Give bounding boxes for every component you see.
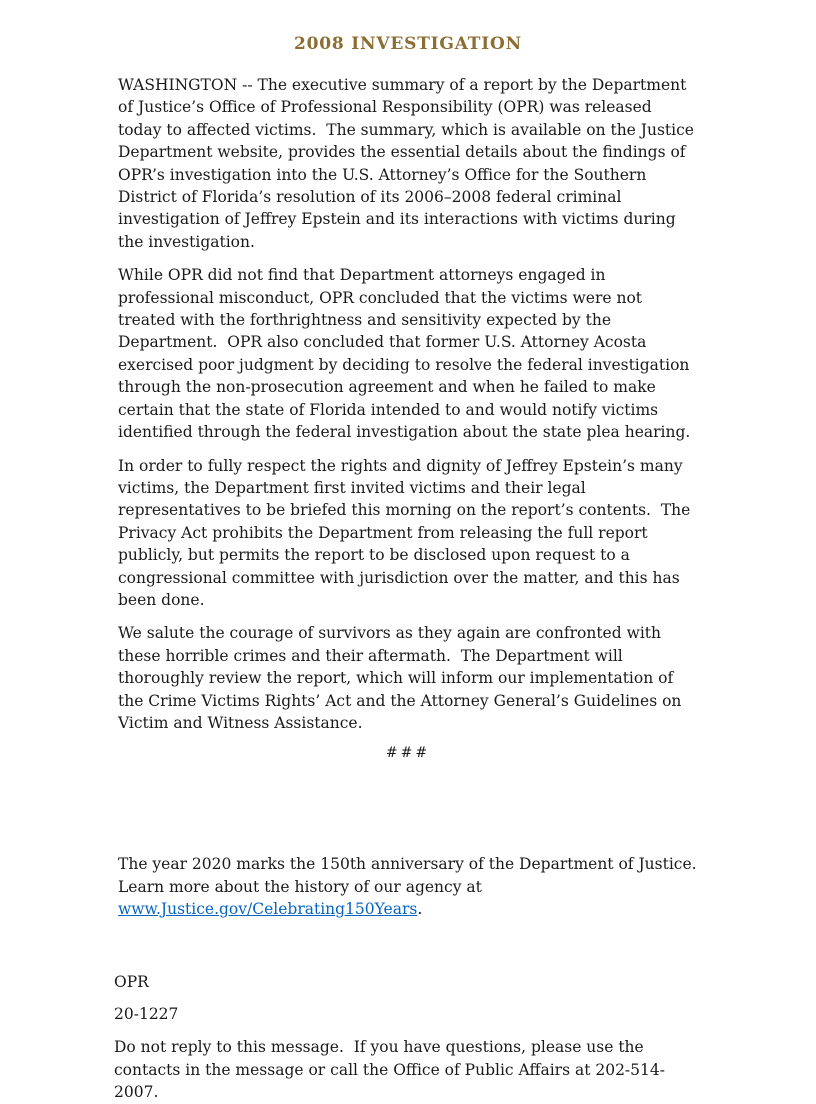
- release-number: 20-1227: [114, 1005, 179, 1023]
- celebrating-150-years-link[interactable]: www.Justice.gov/Celebrating150Years: [118, 900, 418, 919]
- paragraph-summary-release: WASHINGTON -- The executive summary of a report by the Department of Justice’s Office of Professional Responsibility (OPR) was released today to affected victims. The summary, which is available on the Justice Department website, provides the essential details about the findings of OPR’s investigation into the U.S. Attorney’s Office for the Southern District of Florida’s resolution of its 2006–2008 federal criminal investigation of Jeffrey Epstein and its interactions with victims during the investigation.: [118, 76, 699, 251]
- anniversary-note: [118, 853, 707, 920]
- office-label: OPR: [114, 972, 149, 991]
- do-not-reply-notice: Do not reply to this message. If you have questions, please use the contacts in the message or call the Office of Public Affairs at 202-514-2007.: [114, 1038, 665, 1102]
- page-title: 2008 INVESTIGATION: [294, 34, 522, 54]
- section-separator: ###: [385, 745, 431, 762]
- anniversary-text-before: The year 2020 marks the 150th anniversary of the Department of Justice. Learn more about the history of our agency at: [118, 855, 707, 896]
- anniversary-text-after: .: [417, 900, 423, 919]
- paragraph-survivors: We salute the courage of survivors as they again are confronted with these horrible crimes and their aftermath. The Department will thoroughly review the report, which will inform our implementation of the Crime Victims Rights’ Act and the Attorney General’s Guidelines on Victim and Witness Assistance.: [118, 624, 687, 732]
- footer-block: [114, 971, 698, 1104]
- paragraph-opr-findings: While OPR did not find that Department attorneys engaged in professional misconduct, OPR concluded that the victims were not treated with the forthrightness and sensitivity expected by the Department. OPR also concluded that former U.S. Attorney Acosta exercised poor judgment by deciding to resolve the federal investigation through the non-prosecution agreement and when he failed to make certain that the state of Florida intended to and would notify victims identified through the federal investigation about the state plea hearing.: [118, 266, 695, 442]
- paragraph-victims-briefing: In order to fully respect the rights and dignity of Jeffrey Epstein’s many victims, the Department first invited victims and their legal representatives to be briefed this morning on the report’s contents. The Privacy Act prohibits the Department from releasing the full report publicly, but permits the report to be disclosed upon request to a congressional committee with jurisdiction over the matter, and this has been done.: [118, 456, 696, 609]
